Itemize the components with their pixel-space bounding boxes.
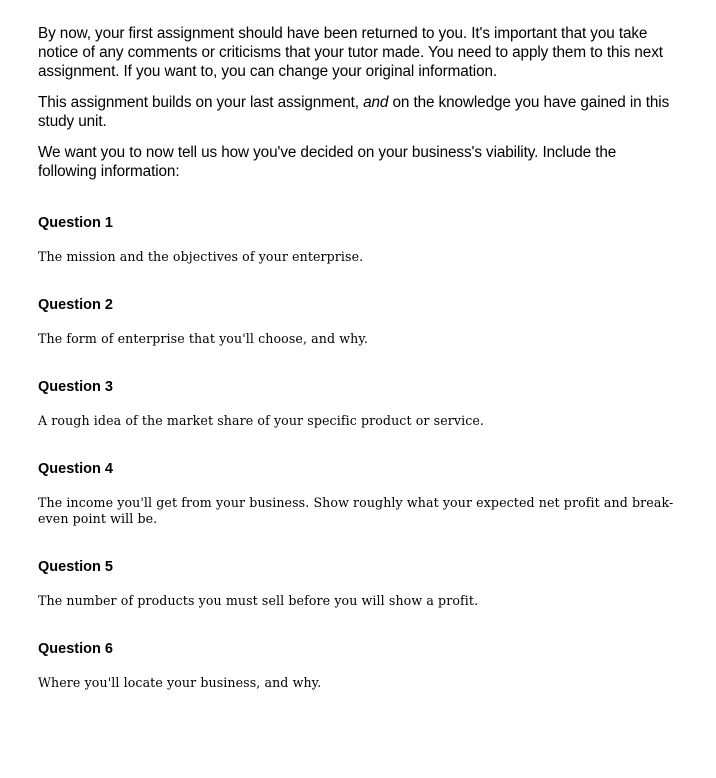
question-heading: Question 3 [38,379,113,395]
question-1 [38,214,678,265]
question-text: The number of products you must sell before you will show a profit. [38,593,479,608]
intro-paragraph-2 [38,93,678,131]
question-heading: Question 5 [38,559,113,575]
question-text: A rough idea of the market share of your specific product or service. [38,413,485,428]
intro-paragraph-2-start: This assignment builds on your last assignment, [38,94,364,111]
intro-paragraph-3: We want you to now tell us how you've decided on your business's viability. Include the following information: [38,144,617,180]
question-heading: Question 4 [38,461,113,477]
question-text: The income you'll get from your business. Show roughly what your expected net profit and break-even point will be. [38,495,674,526]
question-heading: Question 2 [38,297,113,313]
question-3 [38,378,678,429]
question-heading: Question 6 [38,641,113,657]
document-page [38,24,678,722]
intro-paragraph-2-emphasis: and [363,94,389,111]
question-text: Where you'll locate your business, and why. [38,675,322,690]
question-text: The form of enterprise that you'll choose, and why. [38,331,368,346]
question-heading: Question 1 [38,215,113,231]
question-2 [38,296,678,347]
intro-paragraph-1: By now, your first assignment should have been returned to you. It's important that you take notice of any comments or criticisms that your tutor made. You need to apply them to this next assignment. If you want to, you can change your original information. [38,25,663,80]
question-list [38,214,678,691]
question-6 [38,640,678,691]
intro-paragraph-2-end: on the knowledge you have gained in this study unit. [38,94,670,130]
question-5 [38,558,678,609]
question-4 [38,460,678,527]
question-text: The mission and the objectives of your enterprise. [38,249,364,264]
